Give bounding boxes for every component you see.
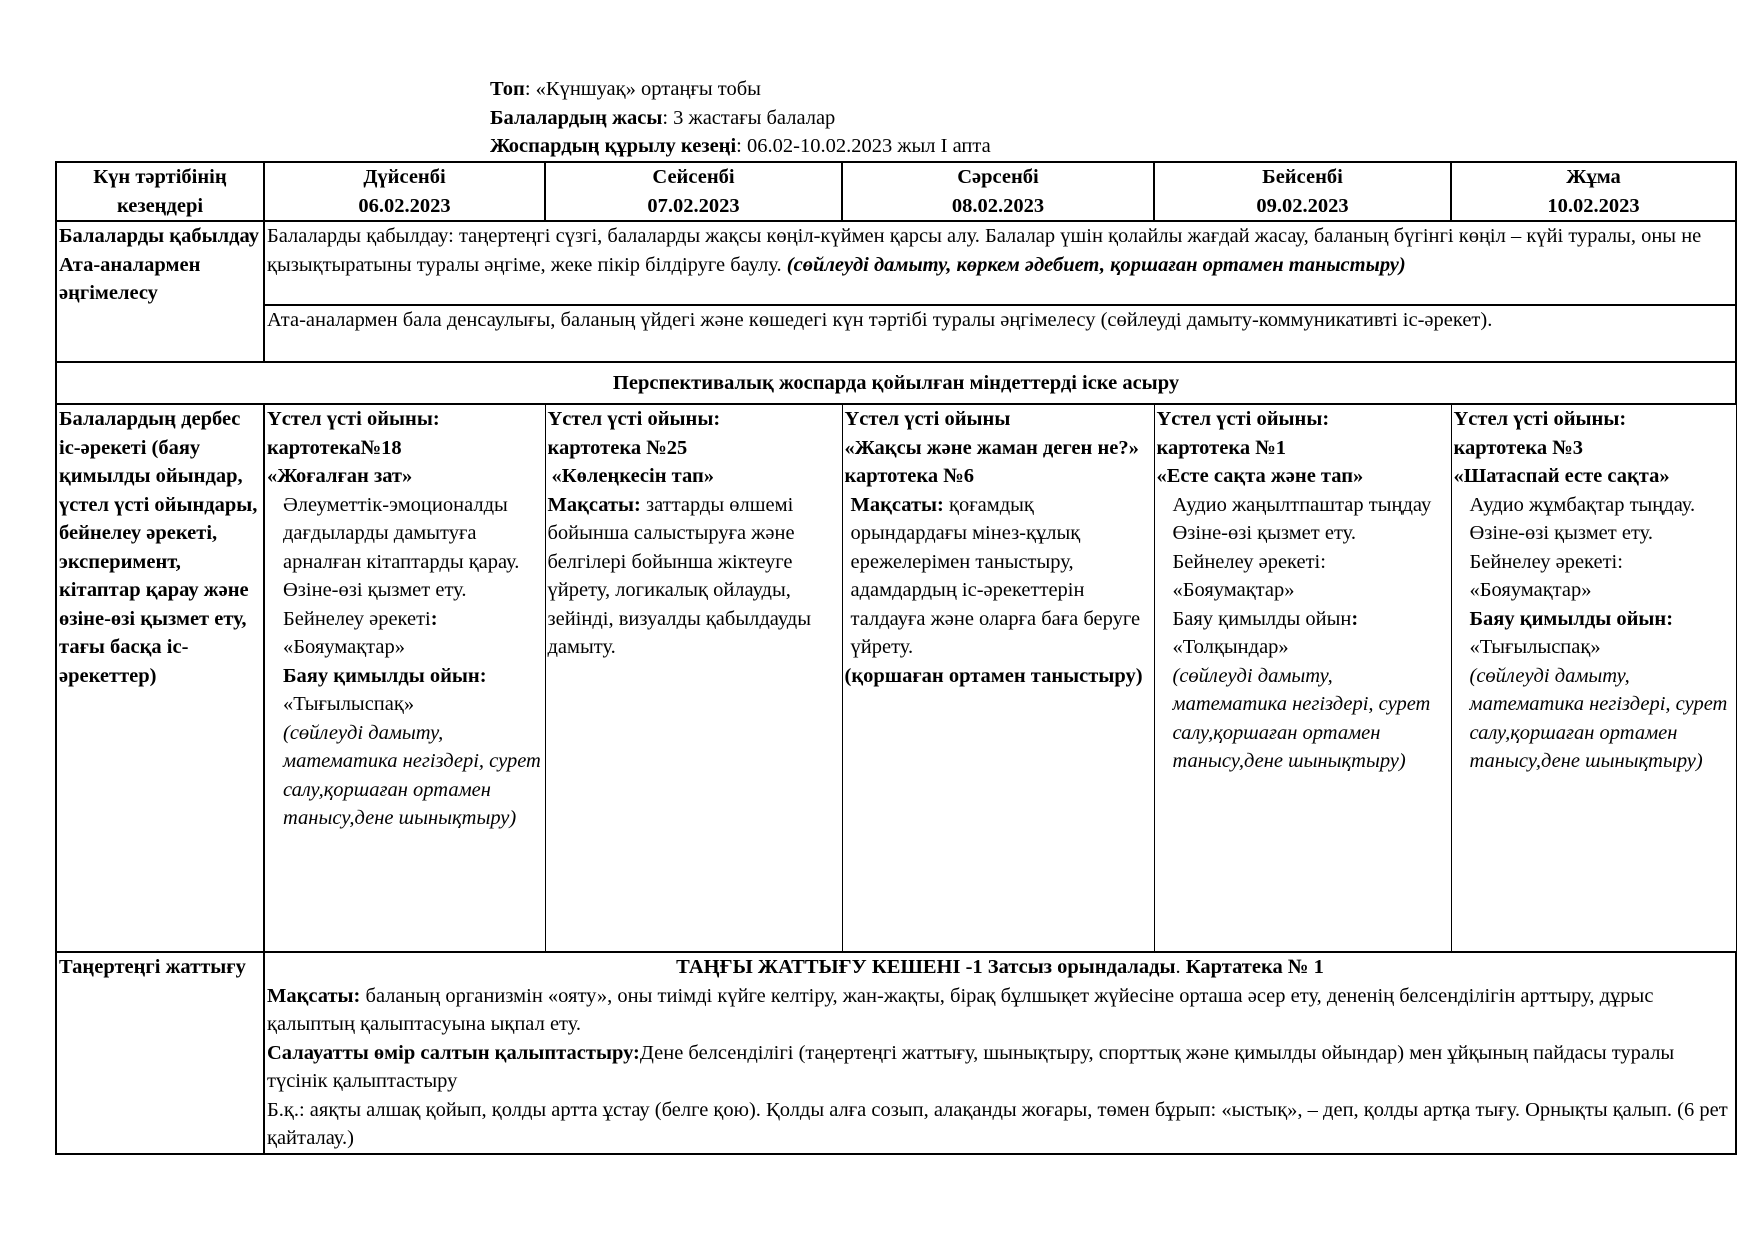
activity-tuesday [545,404,842,952]
reception-label: Балаларды қабылдау Ата-аналармен әңгімелесу [56,221,264,362]
activity-text: Аудио жаңылтпаштар тыңдау [1172,493,1432,516]
art-label: Бейнелеу әрекеті: [1469,550,1623,573]
weekly-plan-table [55,161,1737,1155]
day-name: Дүйсенбі [363,166,446,188]
slow-game-value: «Толқындар» [1172,636,1289,658]
age-line [490,104,991,133]
table-header-row [56,162,1736,221]
art-value: «Бояумақтар» [1469,579,1592,601]
group-line [490,75,991,104]
reception-note: (сөйлеуді дамыту, көркем әдебиет, қоршаған ортамен таныстыру) [786,253,1406,276]
slow-game-value: «Тығылыспақ» [1469,636,1601,658]
group-value: : «Күншуақ» ортаңғы тобы [524,78,761,100]
game-name: «Есте сақта және тап» [1156,465,1364,487]
self-service-text: Өзіне-өзі қызмет ету. [1469,522,1653,544]
subjects-note: (сөйлеуді дамыту, математика негіздері, сурет салу,қоршаған ортамен танысу,дене шынықтыру) [1172,664,1431,772]
game-title: Үстел үсті ойыны: [1156,408,1330,430]
activity-wednesday [842,404,1154,952]
thursday-details [1157,491,1449,776]
art-label: Бейнелеу әрекеті: [1172,550,1326,573]
game-title: Үстел үсті ойыны: [1453,408,1627,430]
slow-game-label: Баяу қимылды ойын: [283,664,487,687]
complex-title: ТАҢҒЫ ЖАТТЫҒУ КЕШЕНІ -1 Затсыз орындалады [676,956,1176,978]
healthy-value: Дене белсенділігі (таңертеңгі жаттығу, шынықтыру, спорттық және қимылды ойындар) мен ұйқының пайдасы туралы түсінік қалыптастыру [267,1041,1675,1092]
goal-label: Мақсаты: [850,493,944,516]
period-line [490,132,991,161]
day-header-monday [264,162,545,221]
age-value: : 3 жастағы балалар [662,106,836,129]
goal-text [548,491,840,662]
morning-exercise-row [56,952,1736,1154]
activity-row [56,404,1736,952]
healthy-label: Салауатты өмір салтын қалыптастыру: [267,1041,640,1064]
morning-exercise-content [264,952,1736,1154]
morning-exercise-label: Таңертеңгі жаттығу [56,952,264,1154]
art-line [283,605,543,634]
slow-game-label: Баяу қимылды ойын: [1469,607,1674,630]
healthy-lifestyle [267,1039,1733,1096]
game-name: «Көлеңкесін тап» [551,465,715,487]
reception-text-main: Балаларды қабылдау: таңертеңгі сүзгі, балаларды жақсы көңіл-күймен қарсы алу. Балалар үшін қолайлы жағдай жасау, баланың бүгінгі көңіл – күйі туралы, оны не қызықтыратыны туралы әңгіме, жеке пікір білдіруге баулу. [267,225,1702,276]
parents-text: Ата-аналармен бала денсаулығы, баланың үйдегі және көшедегі күн тәртібі туралы әңгімелесу (сөйлеуді дамыту-коммуникативті іс-әрекет). [264,305,1736,362]
day-date: 09.02.2023 [1256,194,1349,217]
stage-header-line2: кезеңдері [116,194,204,217]
subjects-note: (қоршаған ортамен таныстыру) [844,664,1143,687]
day-name: Сейсенбі [652,166,735,188]
card-number: картотека №25 [547,436,688,459]
subjects-note: (сөйлеуді дамыту, математика негіздері, сурет салу,қоршаған ортамен танысу,дене шынықтыру) [1469,664,1728,772]
art-colon: : [430,607,438,630]
age-label: Балалардың жасы [490,106,663,129]
game-name: «Жоғалған зат» [267,465,413,487]
group-label: Топ [490,78,525,100]
art-value: «Бояумақтар» [1172,579,1295,601]
activity-label: Балалардың дербес іс-әрекеті (баяу қимылды ойындар, үстел үсті ойындары, бейнелеу әрекеті, эксперимент, кітаптар қарау және өзіне-өзі қызмет ету, тағы басқа іс-әрекеттер) [56,404,264,952]
activity-thursday [1154,404,1451,952]
card-number: картотека №1 [1156,436,1287,459]
period-label: Жоспардың құрылу кезеңі [490,135,737,157]
stage-header-line1: Күн тәртібінің [93,166,227,188]
exercise-complex-title [267,953,1733,982]
parents-row [56,305,1736,362]
activity-friday [1451,404,1736,952]
activity-monday [264,404,545,952]
slow-game-line [1173,605,1449,634]
stage-column-header [56,162,264,221]
goal-value: баланың организмін «ояту», оны тиімді күйге келтіру, жан-жақты, бірақ бұлшықет жүйесіне орташа әсер ету, дененің белсенділігін арттыру, дұрыс қалыптың қалыптасуына ықпал ету. [267,984,1654,1035]
day-date: 07.02.2023 [647,194,740,217]
card-number: картотека№18 [267,436,402,459]
exercise-description: Б.қ.: аяқты алшақ қойып, қолды артта ұстау (белге қою). Қолды алға созып, алақанды жоғары, төмен бұрып: «ыстық», – деп, қолды артқа тығу. Орнықты қалып. (6 рет қайталау.) [267,1098,1728,1149]
document-header [490,75,991,161]
slow-game-value: «Тығылыспақ» [283,693,415,715]
day-date: 06.02.2023 [358,194,451,217]
day-header-tuesday [545,162,842,221]
day-name: Жұма [1566,166,1621,188]
self-service-text: Өзіне-өзі қызмет ету. [283,579,467,601]
card-index: Картатека № 1 [1185,956,1324,978]
game-title: Үстел үсті ойыны: [547,408,721,430]
activity-text: Аудио жұмбақтар тыңдау. [1469,493,1696,516]
slow-game-label: Баяу қимылды ойын [1172,607,1352,630]
perspective-heading: Перспективалық жоспарда қойылған міндеттерді іске асыру [56,362,1736,404]
art-label: Бейнелеу әрекеті [283,607,431,630]
goal-value: қоғамдық орындардағы мінез-құлық ережелерімен таныстыру, адамдардың іс-әрекеттерін талдауға және оларға баға беруге үйрету. [850,493,1141,658]
card-number: картотека №3 [1453,436,1584,459]
day-header-thursday [1154,162,1451,221]
day-date: 08.02.2023 [951,194,1045,217]
game-name: «Жақсы және жаман деген не?» [844,436,1139,459]
goal-label: Мақсаты: [267,984,361,1007]
day-date: 10.02.2023 [1547,194,1640,217]
friday-details [1454,491,1734,776]
goal-text [845,491,1152,662]
reception-text [264,221,1736,305]
day-header-wednesday [842,162,1154,221]
title-separator: . [1175,956,1186,978]
perspective-row [56,362,1736,404]
subjects-note: (сөйлеуді дамыту, математика негіздері, сурет салу,қоршаған ортамен танысу,дене шынықтыру) [283,721,541,829]
game-title: Үстел үсті ойыны [844,408,1011,430]
day-header-friday [1451,162,1736,221]
art-value: «Бояумақтар» [283,636,405,658]
day-name: Бейсенбі [1262,166,1343,188]
day-name: Сәрсенбі [957,166,1039,188]
reception-row [56,221,1736,305]
game-title: Үстел үсті ойыны: [267,408,440,430]
exercise-goal [267,982,1733,1039]
card-number: картотека №6 [844,465,975,487]
self-service-text: Өзіне-өзі қызмет ету. [1172,522,1356,544]
period-value: : 06.02-10.02.2023 жыл І апта [736,135,991,157]
slow-game-colon: : [1351,607,1359,630]
goal-label: Мақсаты: [547,493,641,516]
goal-value: заттарды өлшемі бойынша салыстыруға және белгілері бойынша жіктеуге үйрету, логикалық ойлауды, зейінді, визуалды қабылдауды дамыту. [547,493,811,658]
game-name: «Шатаспай есте сақта» [1453,465,1670,487]
monday-details [267,491,543,833]
activity-text: Әлеуметтік-эмоционалды дағдыларды дамытуға арналған кітаптарды қарау. [283,493,520,573]
